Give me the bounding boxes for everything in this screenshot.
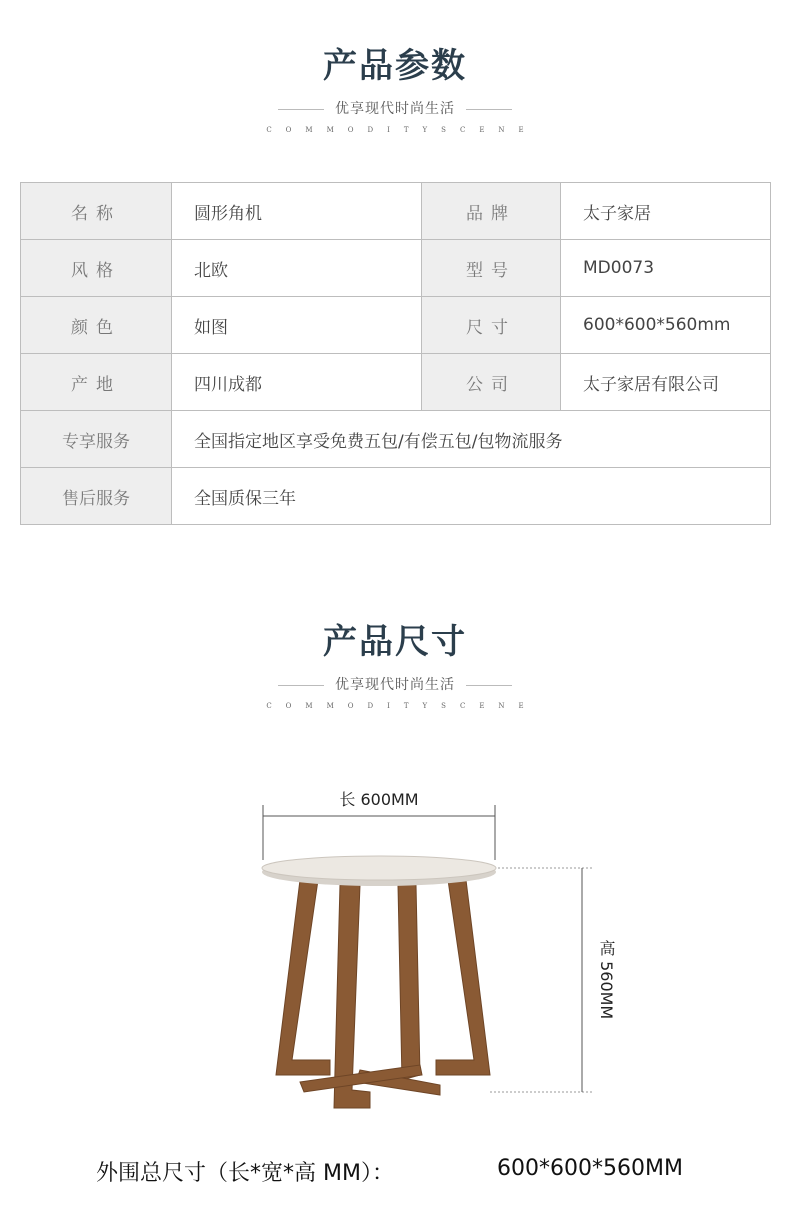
- param-value: 北欧: [172, 240, 422, 297]
- length-label: 长 600MM: [339, 790, 419, 809]
- param-value: 全国质保三年: [172, 468, 771, 525]
- param-label: 专享服务: [21, 411, 172, 468]
- param-label: 颜色: [21, 297, 172, 354]
- divider-line-right: [466, 685, 512, 686]
- param-label: 产地: [21, 354, 172, 411]
- table-row: [21, 468, 771, 525]
- table-row: [21, 240, 771, 297]
- overall-size-row: [0, 1150, 790, 1190]
- size-section-title: 产品尺寸: [323, 622, 467, 662]
- param-label: 售后服务: [21, 468, 172, 525]
- params-section-subtitle: 优享现代时尚生活: [335, 101, 455, 117]
- param-value: 600*600*560mm: [561, 297, 771, 354]
- param-value: 圆形角机: [172, 183, 422, 240]
- table-legs: [276, 880, 490, 1108]
- divider-line-right: [466, 109, 512, 110]
- param-label: 名称: [21, 183, 172, 240]
- table-row: [21, 297, 771, 354]
- param-label: 尺寸: [422, 297, 561, 354]
- height-dimension-line: [490, 868, 592, 1092]
- length-dimension-line: [263, 805, 495, 860]
- param-value: 全国指定地区享受免费五包/有偿五包/包物流服务: [172, 411, 771, 468]
- params-subtitle-row: [0, 98, 790, 120]
- table-dimension-diagram: [250, 785, 650, 1115]
- table-row: [21, 354, 771, 411]
- params-section-english: COMMODITYSCENE: [266, 126, 538, 134]
- size-subtitle-row: [0, 674, 790, 696]
- height-label: 高 560MM: [597, 940, 616, 1020]
- param-label: 型号: [422, 240, 561, 297]
- table-row: [21, 183, 771, 240]
- param-label: 风格: [21, 240, 172, 297]
- param-label: 公司: [422, 354, 561, 411]
- param-value: 太子家居有限公司: [561, 354, 771, 411]
- table-row: [21, 411, 771, 468]
- table-top: [262, 856, 496, 886]
- param-value: 如图: [172, 297, 422, 354]
- overall-size-value: 600*600*560MM: [497, 1156, 683, 1181]
- param-value: 四川成都: [172, 354, 422, 411]
- param-value: 太子家居: [561, 183, 771, 240]
- divider-line-left: [278, 109, 324, 110]
- param-label: 品牌: [422, 183, 561, 240]
- size-section-english: COMMODITYSCENE: [266, 702, 538, 710]
- params-section-title: 产品参数: [323, 46, 467, 86]
- params-section-header: [0, 46, 790, 134]
- param-value: MD0073: [561, 240, 771, 297]
- divider-line-left: [278, 685, 324, 686]
- params-table: [20, 182, 771, 525]
- size-section-header: [0, 622, 790, 710]
- size-section-subtitle: 优享现代时尚生活: [335, 677, 455, 693]
- overall-size-label: 外围总尺寸（长*宽*高 MM）：: [96, 1161, 394, 1186]
